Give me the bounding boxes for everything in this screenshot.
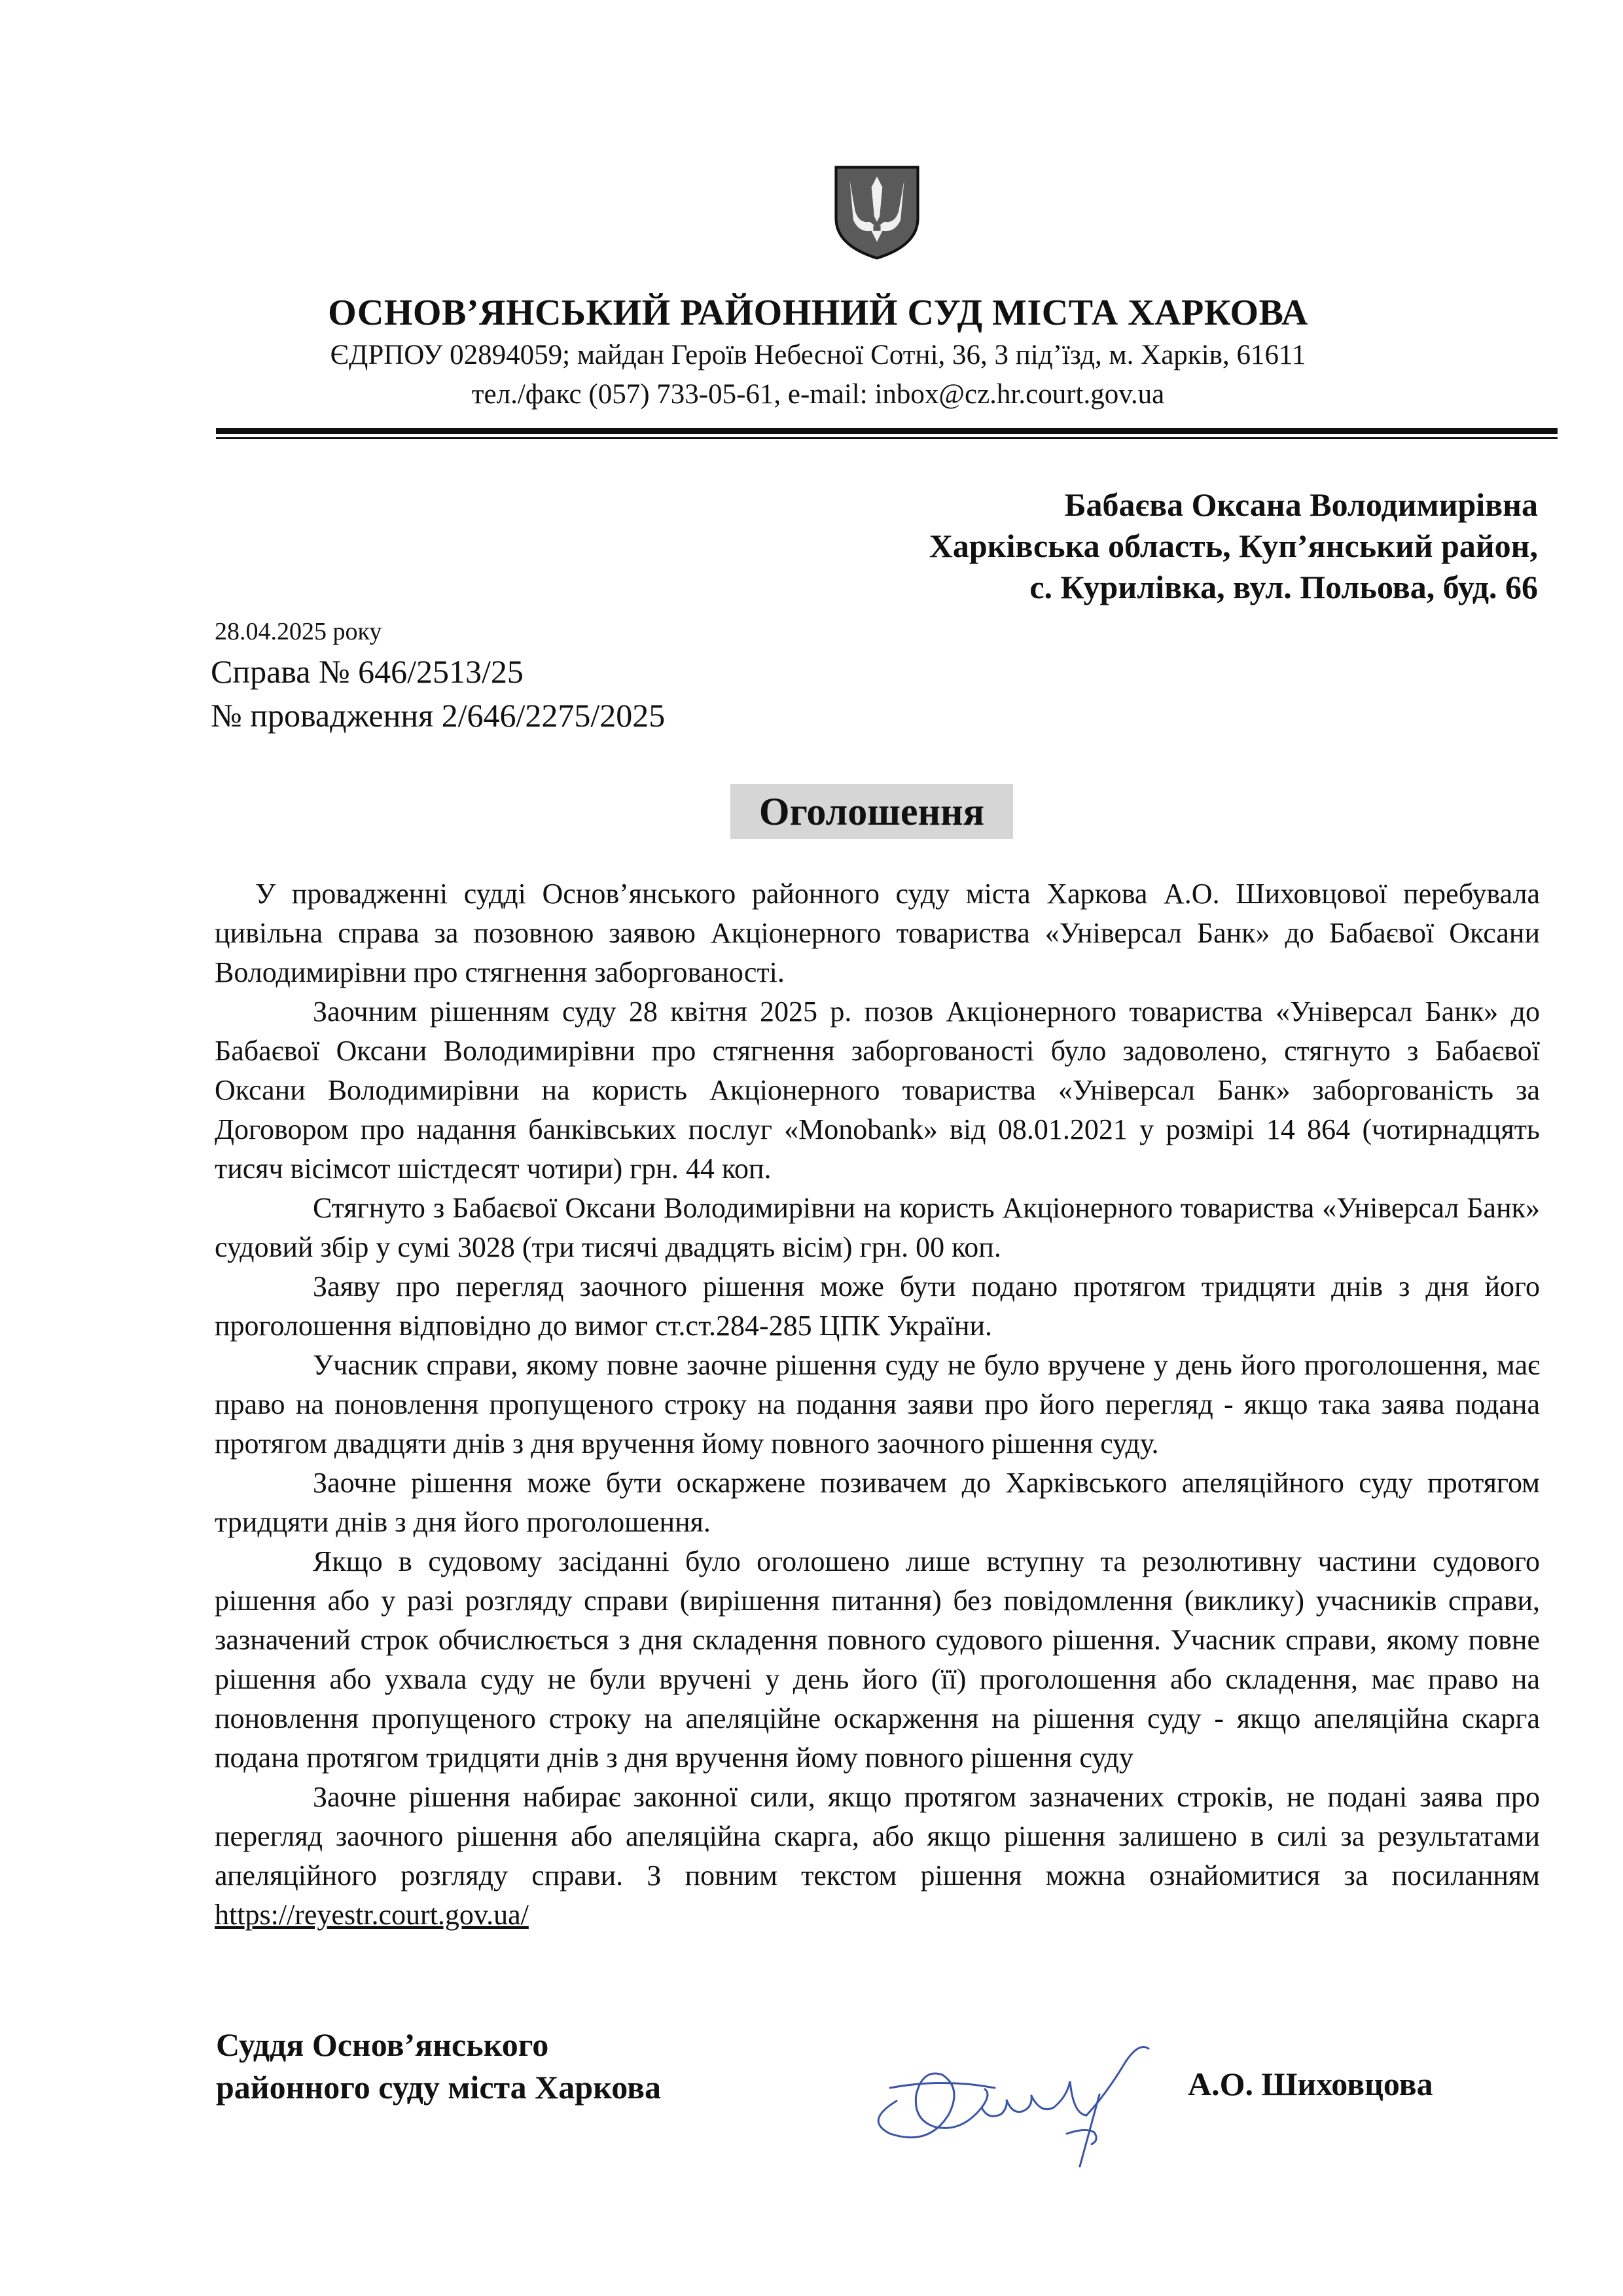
registry-link[interactable]: https://reyestr.court.gov.ua/ — [215, 1899, 529, 1931]
paragraph: Стягнуто з Бабаєвої Оксани Володимирівни на користь Акціонерного товариства «Універсал Банк» судовий збір у сумі 3028 (три тисячі двадцять вісім) грн. 00 коп. — [215, 1192, 1540, 1263]
judge-name: А.О. Шиховцова — [1188, 2066, 1433, 2102]
announcement-body — [215, 874, 1540, 1935]
paragraph-final-text: Заочне рішення набирає законної сили, якщо протягом зазначених строків, не подані заява про перегляд заочного рішення або апеляційна скарга, або якщо рішення залишено в силі за результатами апеляційного розгляду справи. З повним текстом рішення можна ознайомитися за посиланням — [215, 1781, 1540, 1892]
paragraph-final — [215, 1778, 1540, 1935]
header-divider — [216, 428, 1558, 434]
paragraph: Якщо в судовому засіданні було оголошено лише вступну та резолютивну частини судового рішення або у разі розгляду справи (вирішення питання) без повідомлення (виклику) учасників справи, зазначений строк обчислюється з дня складення повного судового рішення. Учасник справи, якому повне рішення або ухвала суду не були вручені у день його (її) проголошення або складення, має право на поновлення пропущеного строку на апеляційне оскарження на рішення суду - якщо апеляційна скарга подана протягом тридцяти днів з дня вручення йому повного рішення суду — [215, 1545, 1540, 1774]
court-contacts: тел./факс (057) 733-05-61, e-mail: inbox@cz.hr.court.gov.ua — [471, 379, 1165, 410]
recipient-street: с. Курилівка, вул. Польова, буд. 66 — [1029, 569, 1538, 605]
paragraph: Заочне рішення може бути оскаржене позивачем до Харківського апеляційного суду протягом тридцяти днів з дня його проголошення. — [215, 1467, 1540, 1538]
recipient-name: Бабаєва Оксана Володимирівна — [1064, 486, 1538, 523]
paragraph: Заочним рішенням суду 28 квітня 2025 р. позов Акціонерного товариства «Універсал Банк» до Бабаєвої Оксани Володимирівни про стягнення заборгованості було задоволено, стягнуто з Бабаєвої Оксани Володимирівни на користь Акціонерного товариства «Універсал Банк» заборгованість за Договором про надання банківських послуг «Monobank» від 08.01.2021 у розмірі 14 864 (чотирнадцять тисяч вісімсот шістдесят чотири) грн. 44 коп. — [215, 996, 1540, 1185]
proceeding-number: № провадження 2/646/2275/2025 — [211, 697, 666, 734]
paragraph: У провадженні судді Основ’янського районного суду міста Харкова А.О. Шиховцової перебувала цивільна справа за позовною заявою Акціонерного товариства «Універсал Банк» до Бабаєвої Оксани Володимирівни про стягнення заборгованості. — [215, 878, 1540, 988]
paragraph: Заяву про перегляд заочного рішення може бути подано протягом тридцяти днів з дня його проголошення відповідно до вимог ст.ст.284-285 ЦПК України. — [215, 1270, 1540, 1342]
header-divider-thin — [216, 437, 1558, 439]
paragraph: Учасник справи, якому повне заочне рішення суду не було вручене у день його проголошення, має право на поновлення пропущеного строку на подання заяви про його перегляд - якщо така заява подана протягом двадцяти днів з дня вручення йому повного заочного рішення суду. — [215, 1349, 1540, 1460]
document-title: Оголошення — [758, 790, 985, 833]
trident-emblem-icon — [831, 164, 923, 262]
document-date: 28.04.2025 року — [215, 618, 382, 645]
signer-position-line1: Суддя Основ’янського — [216, 2026, 549, 2063]
signer-position-line2: районного суду міста Харкова — [216, 2069, 662, 2106]
recipient-region: Харківська область, Куп’янський район, — [929, 528, 1538, 564]
court-name: ОСНОВ’ЯНСЬКИЙ РАЙОННИЙ СУД МІСТА ХАРКОВА — [328, 293, 1308, 333]
court-address: ЄДРПОУ 02894059; майдан Героїв Небесної Сотні, 36, 3 під’їзд, м. Харків, 61611 — [330, 340, 1306, 370]
signature-icon — [851, 2016, 1191, 2186]
case-number: Справа № 646/2513/25 — [211, 653, 524, 690]
